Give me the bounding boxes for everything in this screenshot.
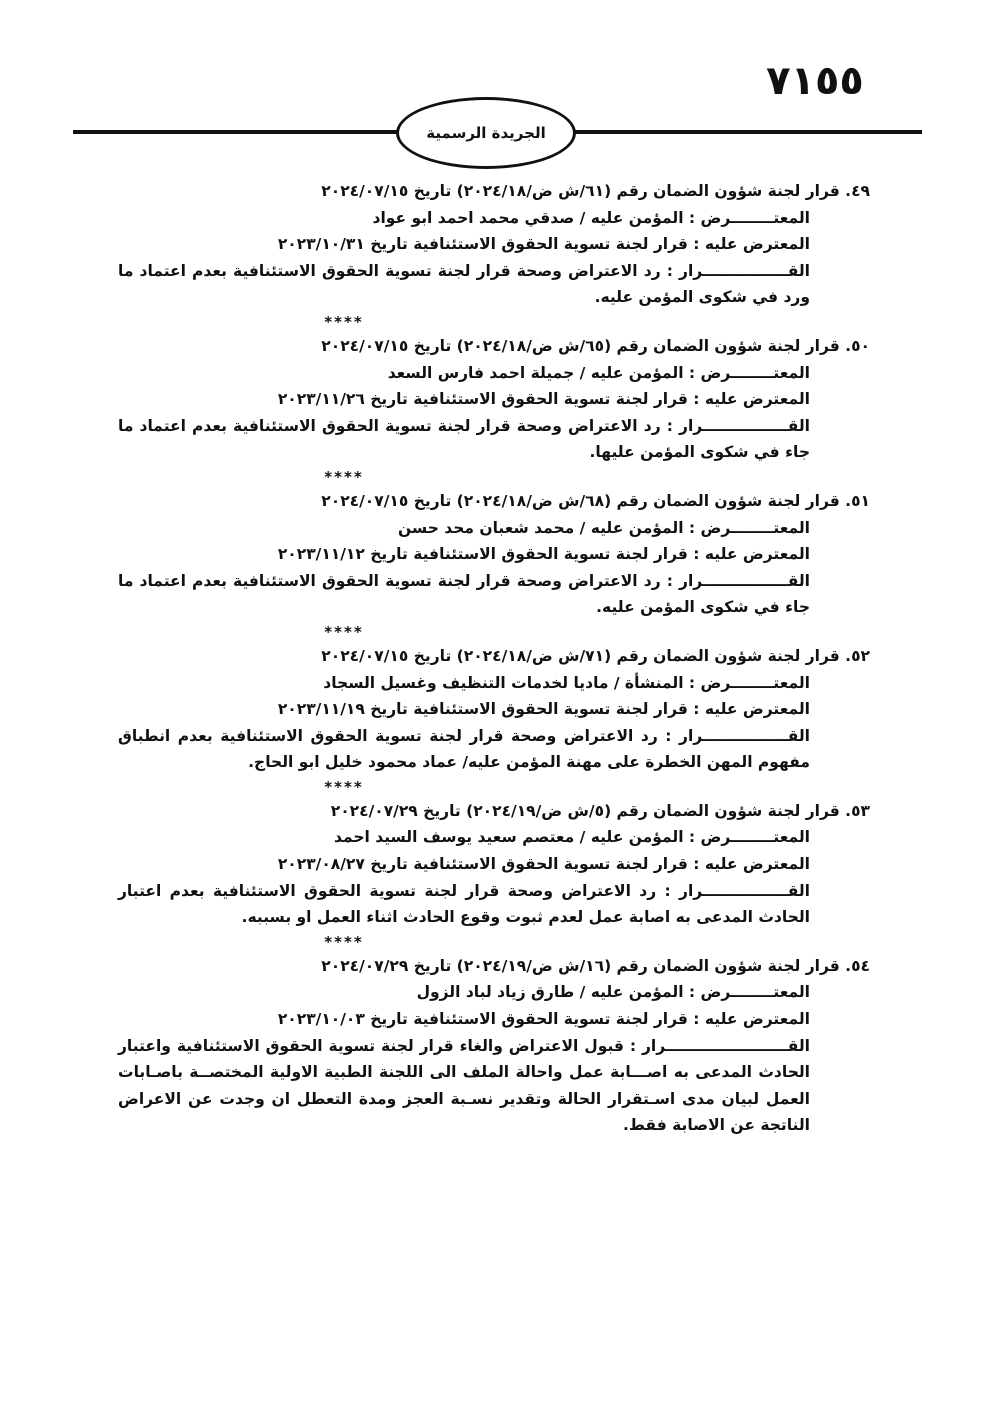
entry-objected-against: المعترض عليه : قرار لجنة تسوية الحقوق الاستئنافية تاريخ ٢٠٢٣/١١/٢٦ (277, 390, 810, 409)
entry-heading: ٥١. قرار لجنة شؤون الضمان رقم (٦٨/ش ض/٢٠٢٤/١٨) تاريخ ٢٠٢٤/٠٧/١٥ (321, 491, 870, 510)
entry-decision: القــــــــــــــــرار : رد الاعتراض وصحة قرار لجنة تسوية الحقوق الاستئنافية بعدم انطباق مفهوم المهن الخطرة على مهنة المؤمن عليه/ عماد محمود خليل ابو الحاج. (118, 726, 810, 772)
entry-objector: المعتــــــــرض : المؤمن عليه / محمد شعبان محد حسن (397, 518, 810, 537)
entry-decision: القــــــــــــــــرار : رد الاعتراض وصحة قرار لجنة تسوية الحقوق الاستئنافية بعدم اعتبار الحادث المدعى به اصابة عمل لعدم ثبوت وقوع الحادث اثناء العمل او بسببه. (118, 881, 810, 927)
entry-objector: المعتــــــــرض : المنشأة / ماديا لخدمات التنظيف وغسيل السجاد (323, 673, 810, 692)
decision-entry-53 (118, 798, 870, 931)
decision-entry-52 (118, 643, 870, 776)
page-number: ٧١٥٥ (766, 58, 864, 104)
entry-objector: المعتــــــــرض : المؤمن عليه / جميلة احمد فارس السعد (387, 363, 810, 382)
decisions-list (118, 178, 870, 1139)
entry-decision: القــــــــــــــــرار : رد الاعتراض وصحة قرار لجنة تسوية الحقوق الاستئنافية بعدم اعتماد ما ورد في شكوى المؤمن عليه. (118, 261, 810, 307)
entry-objected-against: المعترض عليه : قرار لجنة تسوية الحقوق الاستئنافية تاريخ ٢٠٢٣/١١/١٢ (277, 545, 810, 564)
entry-objector: المعتــــــــرض : المؤمن عليه / معتصم سعيد يوسف السيد احمد (334, 828, 810, 847)
entry-objector: المعتــــــــرض : المؤمن عليه / صدقي محمد احمد ابو عواد (372, 208, 810, 227)
separator: **** (324, 312, 364, 331)
entry-heading: ٥٠. قرار لجنة شؤون الضمان رقم (٦٥/ش ض/٢٠٢٤/١٨) تاريخ ٢٠٢٤/٠٧/١٥ (321, 336, 870, 355)
gazette-header-badge (396, 97, 576, 169)
decision-entry-49 (118, 178, 870, 311)
separator: **** (324, 622, 364, 641)
header-rule-left (73, 130, 403, 134)
decision-entry-50 (118, 333, 870, 466)
decision-entry-54 (118, 953, 870, 1139)
entry-objector: المعتــــــــرض : المؤمن عليه / طارق زياد لباد الزول (416, 983, 810, 1002)
separator: **** (324, 932, 364, 951)
entry-heading: ٥٣. قرار لجنة شؤون الضمان رقم (٥/ش ض/٢٠٢٤/١٩) تاريخ ٢٠٢٤/٠٧/٢٩ (330, 801, 870, 820)
header-rule-right (575, 130, 922, 134)
entry-objected-against: المعترض عليه : قرار لجنة تسوية الحقوق الاستئنافية تاريخ ٢٠٢٣/١٠/٠٣ (277, 1010, 810, 1029)
separator: **** (324, 777, 364, 796)
entry-heading: ٥٤. قرار لجنة شؤون الضمان رقم (١٦/ش ض/٢٠٢٤/١٩) تاريخ ٢٠٢٤/٠٧/٢٩ (321, 956, 870, 975)
decision-entry-51 (118, 488, 870, 621)
entry-decision: القـــــــــــــــــــــــرار : قبول الاعتراض والغاء قرار لجنة تسوية الحقوق الاستئنافية واعتبار الحادث المدعى به اصـــابة عمل واحالة الملف الى اللجنة الطبية الاولية المختصــة باصـابات العمل لبيان مدى اسـتقرار الحالة وتقدير نسـبة العجز ومدة التعطل ان وجدت عن الاعراض الناتجة عن الاصابة فقط. (118, 1036, 810, 1135)
entry-decision: القــــــــــــــــرار : رد الاعتراض وصحة قرار لجنة تسوية الحقوق الاستئنافية بعدم اعتماد ما جاء في شكوى المؤمن عليه. (118, 571, 810, 617)
entry-heading: ٤٩. قرار لجنة شؤون الضمان رقم (٦١/ش ض/٢٠٢٤/١٨) تاريخ ٢٠٢٤/٠٧/١٥ (321, 182, 870, 200)
entry-objected-against: المعترض عليه : قرار لجنة تسوية الحقوق الاستئنافية تاريخ ٢٠٢٣/١٠/٣١ (277, 235, 810, 254)
separator: **** (324, 467, 364, 486)
entry-decision: القــــــــــــــــرار : رد الاعتراض وصحة قرار لجنة تسوية الحقوق الاستئنافية بعدم اعتماد ما جاء في شكوى المؤمن عليها. (118, 416, 810, 462)
entry-objected-against: المعترض عليه : قرار لجنة تسوية الحقوق الاستئنافية تاريخ ٢٠٢٣/٠٨/٢٧ (277, 855, 810, 874)
entry-objected-against: المعترض عليه : قرار لجنة تسوية الحقوق الاستئنافية تاريخ ٢٠٢٣/١١/١٩ (277, 700, 810, 719)
entry-heading: ٥٢. قرار لجنة شؤون الضمان رقم (٧١/ش ض/٢٠٢٤/١٨) تاريخ ٢٠٢٤/٠٧/١٥ (321, 646, 870, 665)
gazette-title: الجريدة الرسمية (426, 124, 546, 142)
